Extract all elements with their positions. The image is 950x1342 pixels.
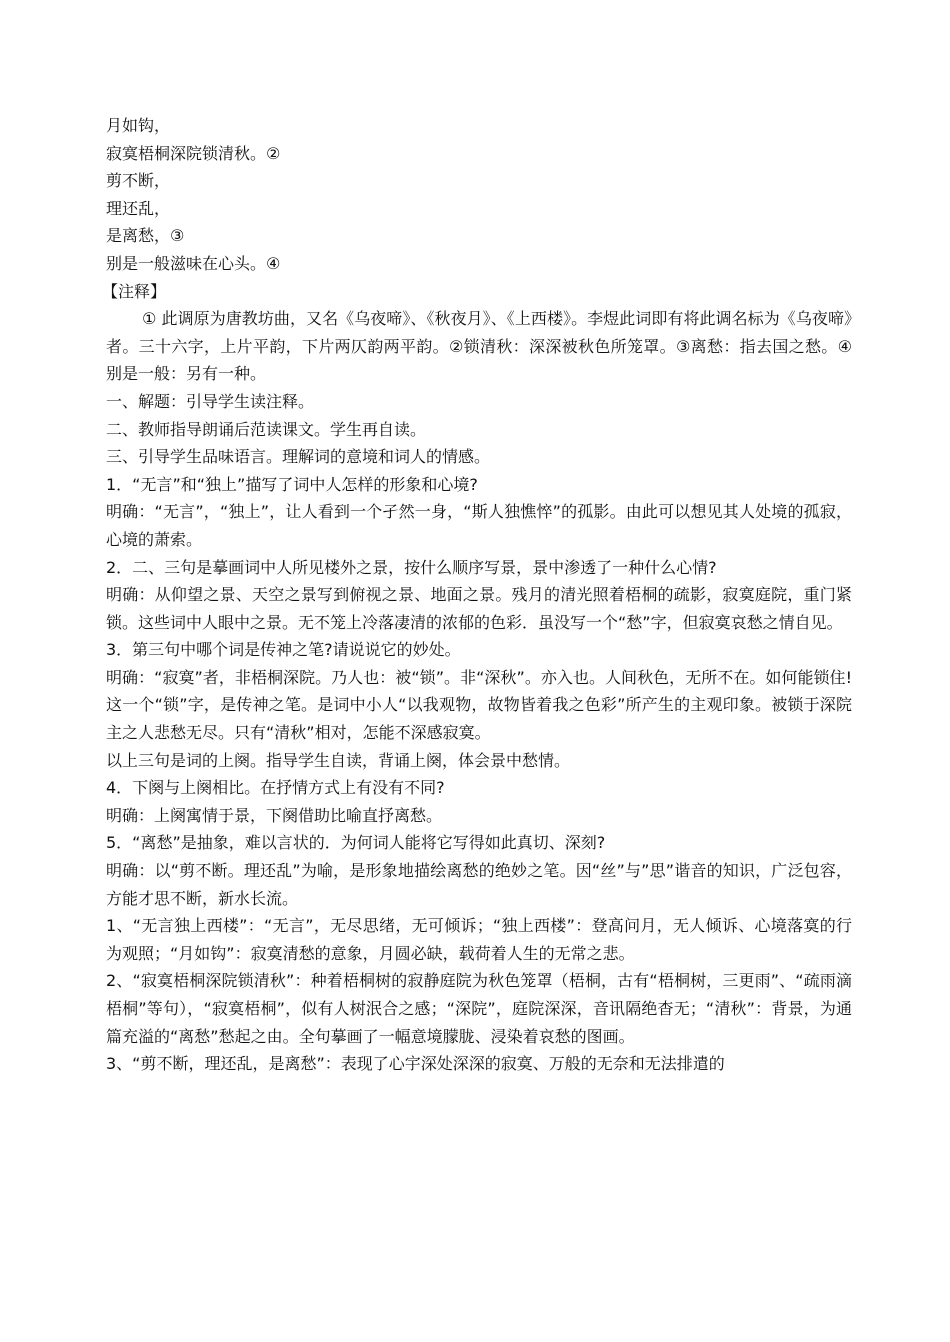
question-4: 4．下阕与上阕相比。在抒情方式上有没有不同? xyxy=(106,778,445,798)
step-paragraph: 一、解题：引导学生读注释。 xyxy=(106,391,315,411)
question-5: 5．“离愁”是抽象，难以言状的．为何词人能将它写得如此真切、深刻? xyxy=(106,833,606,853)
analysis-paragraph: 3、“剪不断，理还乱，是离愁”：表现了心宇深处深深的寂寞、万般的无奈和无法排遣的 xyxy=(106,1054,725,1074)
answer-1: 明确：“无言”，“独上”，让人看到一个孑然一身，“斯人独憔悴”的孤影。由此可以想见其人处境的孤寂，心境的萧索。 xyxy=(106,502,852,549)
answer-5: 明确：以“剪不断。理还乱”为喻，是形象地描绘离愁的绝妙之笔。因“丝”与”思”谐音的知识，广泛包容，方能才思不断，新水长流。 xyxy=(106,861,852,908)
poem-line: 别是一般滋味在心头。④ xyxy=(106,253,281,273)
answer-2: 明确：从仰望之景、天空之景写到俯视之景、地面之景。残月的清光照着梧桐的疏影，寂寞庭院，重门紧锁。这些词中人眼中之景。无不笼上冷落凄清的浓郁的色彩．虽没写一个“愁”字，但寂寞哀愁之情自见。 xyxy=(106,585,852,632)
question-2: 2．二、三句是摹画词中人所见楼外之景，按什么顺序写景，景中渗透了一种什么心情? xyxy=(106,557,717,577)
document-page xyxy=(102,112,852,1078)
poem-line: 理还乱， xyxy=(106,198,171,218)
step-paragraph: 二、教师指导朗诵后范读课文。学生再自读。 xyxy=(106,419,427,439)
poem-line: 是离愁，③ xyxy=(106,226,185,246)
poem-line: 剪不断， xyxy=(106,171,171,191)
poem-line: 月如钩， xyxy=(106,116,171,135)
question-1: 1．“无言”和“独上”描写了词中人怎样的形象和心境? xyxy=(106,474,478,494)
answer-3: 明确：“寂寞”者，非梧桐深院。乃人也：被“锁”。非“深秋”。亦入也。人间秋色，无所不在。如何能锁住!这一个“锁”字，是传神之笔。是词中小人“以我观物，故物皆着我之色彩”所产生的主观印象。被锁于深院主之人悲愁无尽。只有“清秋”相对，怎能不深感寂寞。 xyxy=(106,667,852,743)
question-3: 3．第三句中哪个词是传神之笔?请说说它的妙处。 xyxy=(106,640,461,660)
analysis-paragraph: 1、“无言独上西楼”：“无言”，无尽思绪，无可倾诉；“独上西楼”：登高问月，无人倾诉、心境落寞的行为观照；“月如钩”：寂寞清愁的意象，月圆必缺，载荷着人生的无常之悲。 xyxy=(106,916,852,963)
step-paragraph: 三、引导学生品味语言。理解词的意境和词人的情感。 xyxy=(106,447,491,467)
notes-text: ① 此调原为唐教坊曲，又名《乌夜啼》、《秋夜月》、《上西楼》。李煜此词即有将此调名标为《乌夜啼》者。三十六字，上片平韵，下片两仄韵两平韵。②锁清秋：深深被秋色所笼罩。③离愁：指去国之愁。④别是一般：另有一种。 xyxy=(106,309,852,384)
analysis-paragraph: 2、“寂寞梧桐深院锁清秋”：种着梧桐树的寂静庭院为秋色笼罩（梧桐，古有“梧桐树，三更雨”、“疏雨滴梧桐”等句），“寂寞梧桐”，似有人树泯合之感；“深院”，庭院深深，音讯隔绝杳无；“清秋”：背景，为通篇充溢的“离愁”愁起之由。全句摹画了一幅意境朦胧、浸染着哀愁的图画。 xyxy=(106,971,852,1046)
summary-paragraph: 以上三句是词的上阕。指导学生自读，背诵上阕，体会景中愁情。 xyxy=(106,750,571,770)
notes-heading: 【注释】 xyxy=(102,281,167,301)
poem-line: 寂寞梧桐深院锁清秋。② xyxy=(106,143,281,163)
answer-4: 明确：上阕寓情于景，下阕借助比喻直抒离愁。 xyxy=(106,805,443,825)
